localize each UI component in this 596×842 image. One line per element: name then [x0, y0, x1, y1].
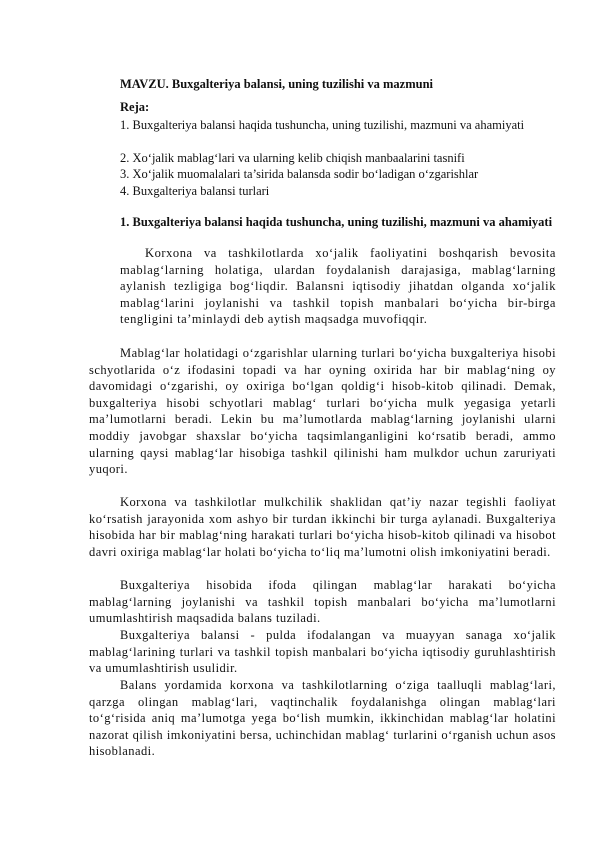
document-title: MAVZU. Buxgalteriya balansi, uning tuzilishi va mazmuni [120, 77, 434, 91]
plan-heading: Reja: [120, 100, 150, 114]
paragraph-6: Balans yordamida korxona va tashkilotlarning o‘ziga taalluqli mablag‘lari, qarzga olingan mablag‘lari, vaqtinchalik foydalanishga olingan mablag‘lari to‘g‘risida aniq ma’lumotga yega bo‘lish mumkin, ikkinchidan mablag‘lar holatini nazorat qilish imkoniyatini bersa, uchinchidan mablag‘ turlarini o‘rganish uchun asos hisoblanadi. [89, 678, 556, 759]
paragraph-1: Korxona va tashkilotlarda xo‘jalik faoliyatini boshqarish bevosita mablag‘larning holatiga, ulardan foydalanish darajasiga, mablag‘larning aylanish tezligiga bog‘liqdir. Balansni iqtisodiy jihatdan olganda xo‘jalik mablag‘larini joylanishi va tashkil topish manbalari bo‘yicha bir-birga tengligini ta’minlaydi deb aytish maqsadga muvofiqqir. [120, 246, 556, 327]
plan-item-3: 3. Xo‘jalik muomalalari ta’sirida balansda sodir bo‘ladigan o‘zgarishlar [120, 167, 479, 181]
paragraph-4: Buxgalteriya hisobida ifoda qilingan mablag‘lar harakati bo‘yicha mablag‘larning joylanishi va tashkil topish manbalari bo‘yicha ma’lumotlarni umumlashtirish maqsadida balans tuziladi. [89, 578, 556, 626]
plan-item-4: 4. Buxgalteriya balansi turlari [120, 184, 270, 198]
plan-item-2: 2. Xo‘jalik mablag‘lari va ularning kelib chiqish manbaalarini tasnifi [120, 151, 465, 165]
section-heading: 1. Buxgalteriya balansi haqida tushuncha, uning tuzilishi, mazmuni va ahamiyati [120, 215, 553, 229]
paragraph-3: Korxona va tashkilotlar mulkchilik shaklidan qat’iy nazar tegishli faoliyat ko‘rsatish jarayonida xom ashyo bir turdan ikkinchi bir turga aylanadi. Buxgalteriya hisobida har bir mablag‘ning harakati turlari bo‘yicha hisob-kitob qilinadi va hisobot davri oxiriga mablag‘lar holati bo‘yicha to‘liq ma’lumotni olish imkoniyatini beradi. [89, 495, 556, 559]
plan-item-1: 1. Buxgalteriya balansi haqida tushuncha, uning tuzilishi, mazmuni va ahamiyati [120, 118, 525, 132]
paragraph-2: Mablag‘lar holatidagi o‘zgarishlar ularning turlari bo‘yicha buxgalteriya hisobi schyotlarida o‘z ifodasini topadi va har oyning oxirida har bir mablag‘ning oy davomidagi o‘zgarishi, oy oxiriga bo‘lgan qoldig‘i hisob-kitob qilinadi. Demak, buxgalteriya hisobi schyotlari mablag‘ turlari bo‘yicha mulk yegasiga yetarli ma’lumotlarni beradi. Lekin bu ma’lumotlarda mablag‘larning joylanishi ularni moddiy javobgar shaxslar bo‘yicha taqsimlanganligini ko‘rsatib beradi, ammo ularning qaysi mablag‘lar hisobiga tashkil qilinishi ham mulkdor uchun zaruriyati yuqori. [89, 346, 556, 477]
paragraph-5: Buxgalteriya balansi - pulda ifodalangan va muayyan sanaga xo‘jalik mablag‘larining turlari va tashkil topish manbalari bo‘yicha iqtisodiy guruhlashtirish va umumlashtirish usulidir. [89, 628, 556, 676]
